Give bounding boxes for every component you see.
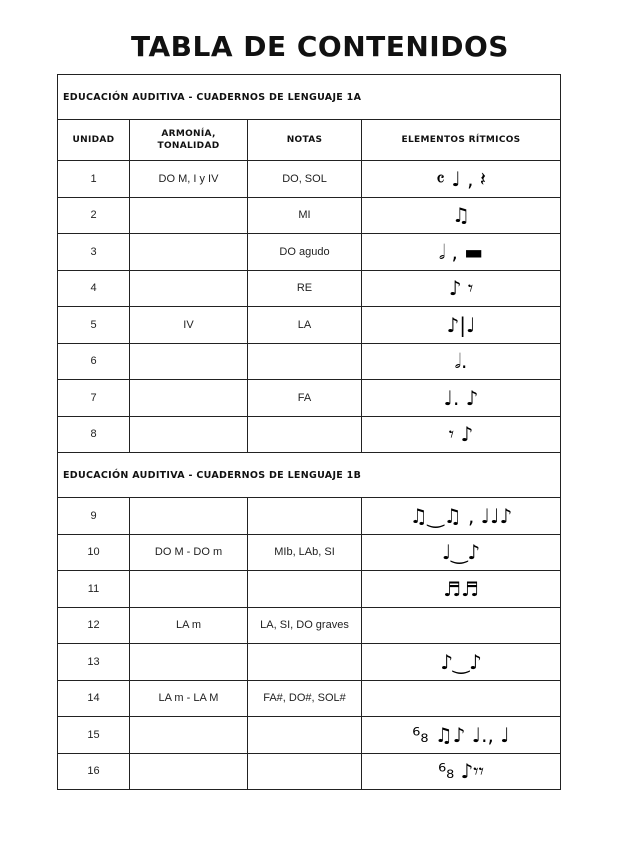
col-header-notas: NOTAS — [248, 120, 362, 161]
cell-armonia: LA m - LA M — [130, 680, 248, 717]
cell-armonia: LA m — [130, 607, 248, 644]
table-row — [58, 717, 561, 754]
rhythm-notation-icon: ♩. ♪ — [443, 385, 479, 410]
table-row — [58, 270, 561, 307]
table-row — [58, 380, 561, 417]
cell-armonia: IV — [130, 307, 248, 344]
section-heading-row — [58, 75, 561, 120]
cell-armonia — [130, 380, 248, 417]
cell-notas: DO, SOL — [248, 161, 362, 198]
table-row — [58, 607, 561, 644]
cell-unidad: 9 — [58, 498, 130, 535]
rhythm-notation-icon: 𝄾 ♪ — [448, 422, 474, 447]
cell-notas: RE — [248, 270, 362, 307]
cell-ritmo — [362, 680, 561, 717]
rhythm-notation-icon: ♪‿♪ — [440, 649, 482, 674]
cell-ritmo — [362, 571, 561, 608]
rhythm-notation-icon: ⁶₈ ♫♪ ♩., ♩ — [412, 722, 510, 747]
cell-armonia: DO M - DO m — [130, 534, 248, 571]
cell-armonia — [130, 717, 248, 754]
cell-notas — [248, 644, 362, 681]
rhythm-notation-icon: ⁶₈ ♪𝄾𝄾 — [438, 759, 484, 784]
section-heading-row — [58, 453, 561, 498]
table-row — [58, 416, 561, 453]
cell-armonia — [130, 644, 248, 681]
cell-armonia — [130, 234, 248, 271]
cell-notas — [248, 753, 362, 790]
cell-notas — [248, 571, 362, 608]
cell-notas: LA — [248, 307, 362, 344]
rhythm-notation-icon: ♪|♩ — [446, 312, 476, 337]
cell-notas: MI — [248, 197, 362, 234]
table-row — [58, 197, 561, 234]
cell-armonia — [130, 753, 248, 790]
cell-ritmo — [362, 753, 561, 790]
cell-unidad: 10 — [58, 534, 130, 571]
rhythm-notation-icon: ♫‿♫ , ♩♩♪ — [409, 503, 513, 528]
rhythm-notation-icon: 𝅗𝅥. — [454, 349, 468, 374]
cell-ritmo — [362, 534, 561, 571]
table-row — [58, 680, 561, 717]
cell-notas: DO agudo — [248, 234, 362, 271]
table-row — [58, 307, 561, 344]
cell-armonia — [130, 498, 248, 535]
cell-unidad: 1 — [58, 161, 130, 198]
cell-notas — [248, 416, 362, 453]
page-title: TABLA DE CONTENIDOS — [131, 30, 509, 63]
cell-unidad: 8 — [58, 416, 130, 453]
cell-unidad: 4 — [58, 270, 130, 307]
table-row — [58, 343, 561, 380]
cell-armonia: DO M, I y IV — [130, 161, 248, 198]
col-header-unidad: UNIDAD — [58, 120, 130, 161]
rhythm-notation-icon: ♩‿♪ — [441, 540, 481, 565]
table-row — [58, 571, 561, 608]
cell-ritmo — [362, 234, 561, 271]
table-row — [58, 161, 561, 198]
cell-ritmo — [362, 380, 561, 417]
cell-ritmo — [362, 717, 561, 754]
cell-armonia — [130, 197, 248, 234]
cell-ritmo — [362, 498, 561, 535]
cell-notas: FA#, DO#, SOL# — [248, 680, 362, 717]
cell-ritmo — [362, 307, 561, 344]
table-row — [58, 644, 561, 681]
cell-unidad: 16 — [58, 753, 130, 790]
table-row — [58, 234, 561, 271]
cell-unidad: 13 — [58, 644, 130, 681]
column-header-row — [58, 120, 561, 161]
cell-notas — [248, 343, 362, 380]
table-row — [58, 498, 561, 535]
rhythm-notation-icon: ♪ 𝄾 — [448, 276, 474, 301]
cell-ritmo — [362, 343, 561, 380]
cell-unidad: 7 — [58, 380, 130, 417]
cell-ritmo — [362, 644, 561, 681]
table-row — [58, 753, 561, 790]
cell-unidad: 15 — [58, 717, 130, 754]
cell-unidad: 2 — [58, 197, 130, 234]
col-header-ritmos: ELEMENTOS RÍTMICOS — [362, 120, 561, 161]
cell-armonia — [130, 343, 248, 380]
cell-unidad: 14 — [58, 680, 130, 717]
cell-notas — [248, 498, 362, 535]
cell-ritmo — [362, 161, 561, 198]
rhythm-notation-icon: ♫ — [452, 203, 470, 228]
contents-table — [57, 74, 561, 790]
cell-armonia — [130, 270, 248, 307]
cell-unidad: 3 — [58, 234, 130, 271]
cell-unidad: 6 — [58, 343, 130, 380]
cell-unidad: 12 — [58, 607, 130, 644]
cell-ritmo — [362, 197, 561, 234]
cell-unidad: 5 — [58, 307, 130, 344]
col-header-armonia: ARMONÍA, TONALIDAD — [130, 120, 248, 161]
section-heading: EDUCACIÓN AUDITIVA - CUADERNOS DE LENGUAJE 1B — [58, 453, 561, 498]
cell-notas — [248, 717, 362, 754]
cell-ritmo — [362, 270, 561, 307]
table-row — [58, 534, 561, 571]
rhythm-notation-icon: ♬♬ — [443, 576, 479, 601]
rhythm-notation-icon: 𝄴 ♩ , 𝄽 — [436, 166, 486, 191]
cell-ritmo — [362, 416, 561, 453]
section-heading: EDUCACIÓN AUDITIVA - CUADERNOS DE LENGUAJE 1A — [58, 75, 561, 120]
cell-notas: LA, SI, DO graves — [248, 607, 362, 644]
cell-unidad: 11 — [58, 571, 130, 608]
cell-notas: MIb, LAb, SI — [248, 534, 362, 571]
rhythm-notation-icon: 𝅗𝅥 , ▬ — [438, 239, 484, 264]
cell-ritmo — [362, 607, 561, 644]
cell-notas: FA — [248, 380, 362, 417]
cell-armonia — [130, 571, 248, 608]
cell-armonia — [130, 416, 248, 453]
